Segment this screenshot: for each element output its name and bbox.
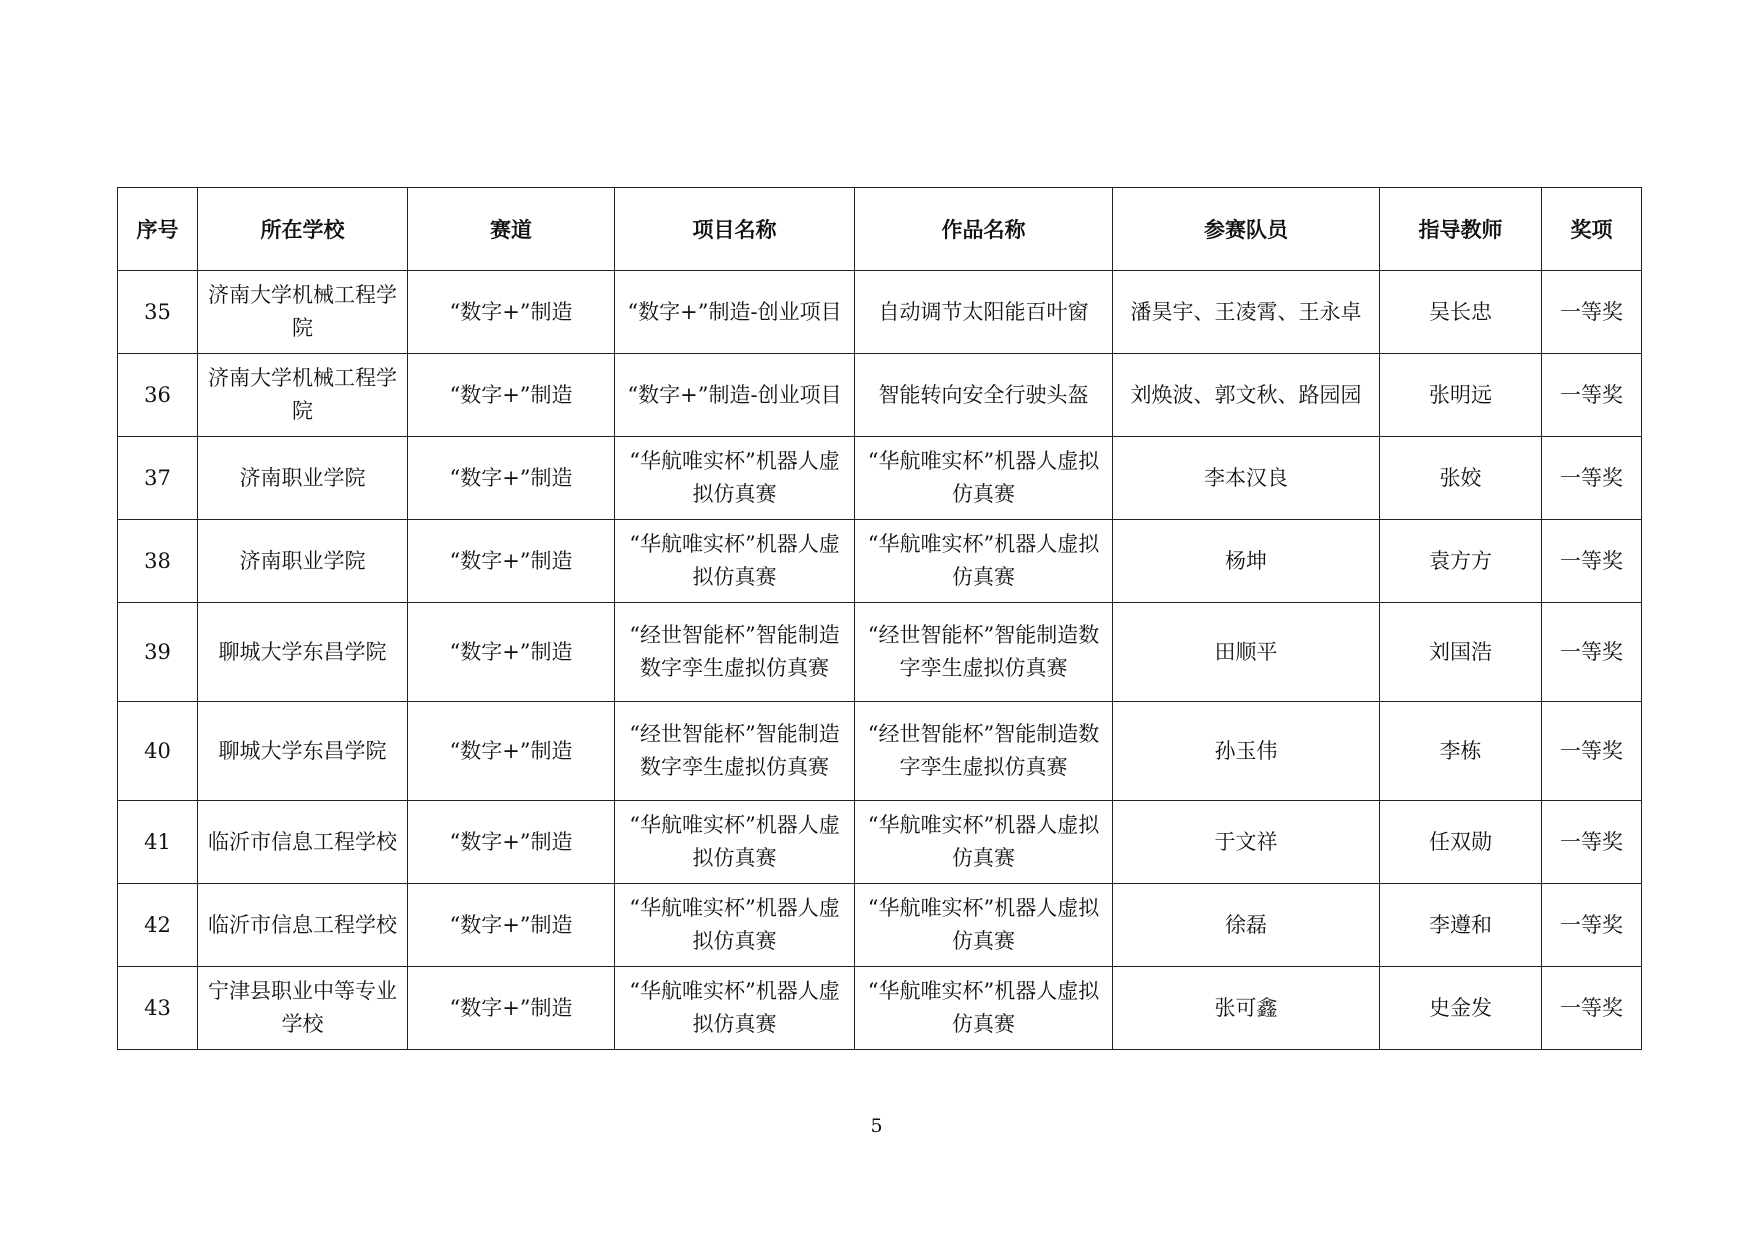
cell-award: 一等奖	[1542, 271, 1642, 354]
header-index: 序号	[118, 188, 198, 271]
cell-award: 一等奖	[1542, 603, 1642, 702]
cell-members: 张可鑫	[1113, 967, 1380, 1050]
cell-award: 一等奖	[1542, 354, 1642, 437]
cell-advisor: 任双勋	[1380, 801, 1542, 884]
cell-school: 临沂市信息工程学校	[198, 884, 408, 967]
cell-school: 济南职业学院	[198, 437, 408, 520]
header-members: 参赛队员	[1113, 188, 1380, 271]
cell-work: “华航唯实杯”机器人虚拟仿真赛	[855, 801, 1113, 884]
cell-index: 39	[118, 603, 198, 702]
cell-track: “数字+”制造	[408, 702, 615, 801]
cell-members: 孙玉伟	[1113, 702, 1380, 801]
cell-work: “华航唯实杯”机器人虚拟仿真赛	[855, 437, 1113, 520]
cell-work: 智能转向安全行驶头盔	[855, 354, 1113, 437]
cell-members: 田顺平	[1113, 603, 1380, 702]
cell-project: “数字+”制造-创业项目	[615, 354, 855, 437]
cell-project: “经世智能杯”智能制造数字孪生虚拟仿真赛	[615, 702, 855, 801]
cell-track: “数字+”制造	[408, 603, 615, 702]
cell-index: 38	[118, 520, 198, 603]
cell-project: “华航唯实杯”机器人虚拟仿真赛	[615, 801, 855, 884]
cell-index: 43	[118, 967, 198, 1050]
cell-index: 41	[118, 801, 198, 884]
table-row	[118, 437, 1642, 520]
cell-work: “经世智能杯”智能制造数字孪生虚拟仿真赛	[855, 603, 1113, 702]
header-track: 赛道	[408, 188, 615, 271]
cell-advisor: 张姣	[1380, 437, 1542, 520]
cell-project: “华航唯实杯”机器人虚拟仿真赛	[615, 967, 855, 1050]
cell-members: 潘昊宇、王凌霄、王永卓	[1113, 271, 1380, 354]
cell-award: 一等奖	[1542, 437, 1642, 520]
cell-school: 济南大学机械工程学院	[198, 354, 408, 437]
cell-track: “数字+”制造	[408, 884, 615, 967]
cell-track: “数字+”制造	[408, 967, 615, 1050]
cell-award: 一等奖	[1542, 702, 1642, 801]
table-header-row	[118, 188, 1642, 271]
cell-advisor: 刘国浩	[1380, 603, 1542, 702]
cell-work: “经世智能杯”智能制造数字孪生虚拟仿真赛	[855, 702, 1113, 801]
cell-work: “华航唯实杯”机器人虚拟仿真赛	[855, 884, 1113, 967]
cell-index: 40	[118, 702, 198, 801]
table-row	[118, 884, 1642, 967]
table-row	[118, 702, 1642, 801]
cell-members: 于文祥	[1113, 801, 1380, 884]
cell-advisor: 李遵和	[1380, 884, 1542, 967]
table-row	[118, 967, 1642, 1050]
cell-work: 自动调节太阳能百叶窗	[855, 271, 1113, 354]
cell-advisor: 李栋	[1380, 702, 1542, 801]
cell-track: “数字+”制造	[408, 520, 615, 603]
cell-project: “经世智能杯”智能制造数字孪生虚拟仿真赛	[615, 603, 855, 702]
cell-advisor: 史金发	[1380, 967, 1542, 1050]
cell-work: “华航唯实杯”机器人虚拟仿真赛	[855, 967, 1113, 1050]
cell-award: 一等奖	[1542, 520, 1642, 603]
header-project: 项目名称	[615, 188, 855, 271]
table-row	[118, 801, 1642, 884]
cell-advisor: 吴长忠	[1380, 271, 1542, 354]
cell-track: “数字+”制造	[408, 801, 615, 884]
table-row	[118, 271, 1642, 354]
table-row	[118, 520, 1642, 603]
header-work: 作品名称	[855, 188, 1113, 271]
awards-table	[117, 187, 1642, 1050]
cell-track: “数字+”制造	[408, 271, 615, 354]
cell-members: 杨坤	[1113, 520, 1380, 603]
cell-index: 36	[118, 354, 198, 437]
header-school: 所在学校	[198, 188, 408, 271]
cell-members: 刘焕波、郭文秋、路园园	[1113, 354, 1380, 437]
cell-members: 徐磊	[1113, 884, 1380, 967]
cell-project: “华航唯实杯”机器人虚拟仿真赛	[615, 437, 855, 520]
cell-track: “数字+”制造	[408, 437, 615, 520]
cell-school: 聊城大学东昌学院	[198, 603, 408, 702]
cell-index: 37	[118, 437, 198, 520]
cell-advisor: 袁方方	[1380, 520, 1542, 603]
cell-work: “华航唯实杯”机器人虚拟仿真赛	[855, 520, 1113, 603]
cell-members: 李本汉良	[1113, 437, 1380, 520]
cell-award: 一等奖	[1542, 967, 1642, 1050]
table-row	[118, 603, 1642, 702]
cell-project: “华航唯实杯”机器人虚拟仿真赛	[615, 520, 855, 603]
header-advisor: 指导教师	[1380, 188, 1542, 271]
cell-award: 一等奖	[1542, 801, 1642, 884]
cell-award: 一等奖	[1542, 884, 1642, 967]
cell-school: 宁津县职业中等专业学校	[198, 967, 408, 1050]
cell-school: 济南职业学院	[198, 520, 408, 603]
cell-project: “华航唯实杯”机器人虚拟仿真赛	[615, 884, 855, 967]
cell-school: 临沂市信息工程学校	[198, 801, 408, 884]
cell-project: “数字+”制造-创业项目	[615, 271, 855, 354]
header-award: 奖项	[1542, 188, 1642, 271]
table-row	[118, 354, 1642, 437]
page-number: 5	[870, 1115, 883, 1137]
cell-index: 35	[118, 271, 198, 354]
cell-track: “数字+”制造	[408, 354, 615, 437]
cell-index: 42	[118, 884, 198, 967]
cell-school: 聊城大学东昌学院	[198, 702, 408, 801]
cell-school: 济南大学机械工程学院	[198, 271, 408, 354]
cell-advisor: 张明远	[1380, 354, 1542, 437]
